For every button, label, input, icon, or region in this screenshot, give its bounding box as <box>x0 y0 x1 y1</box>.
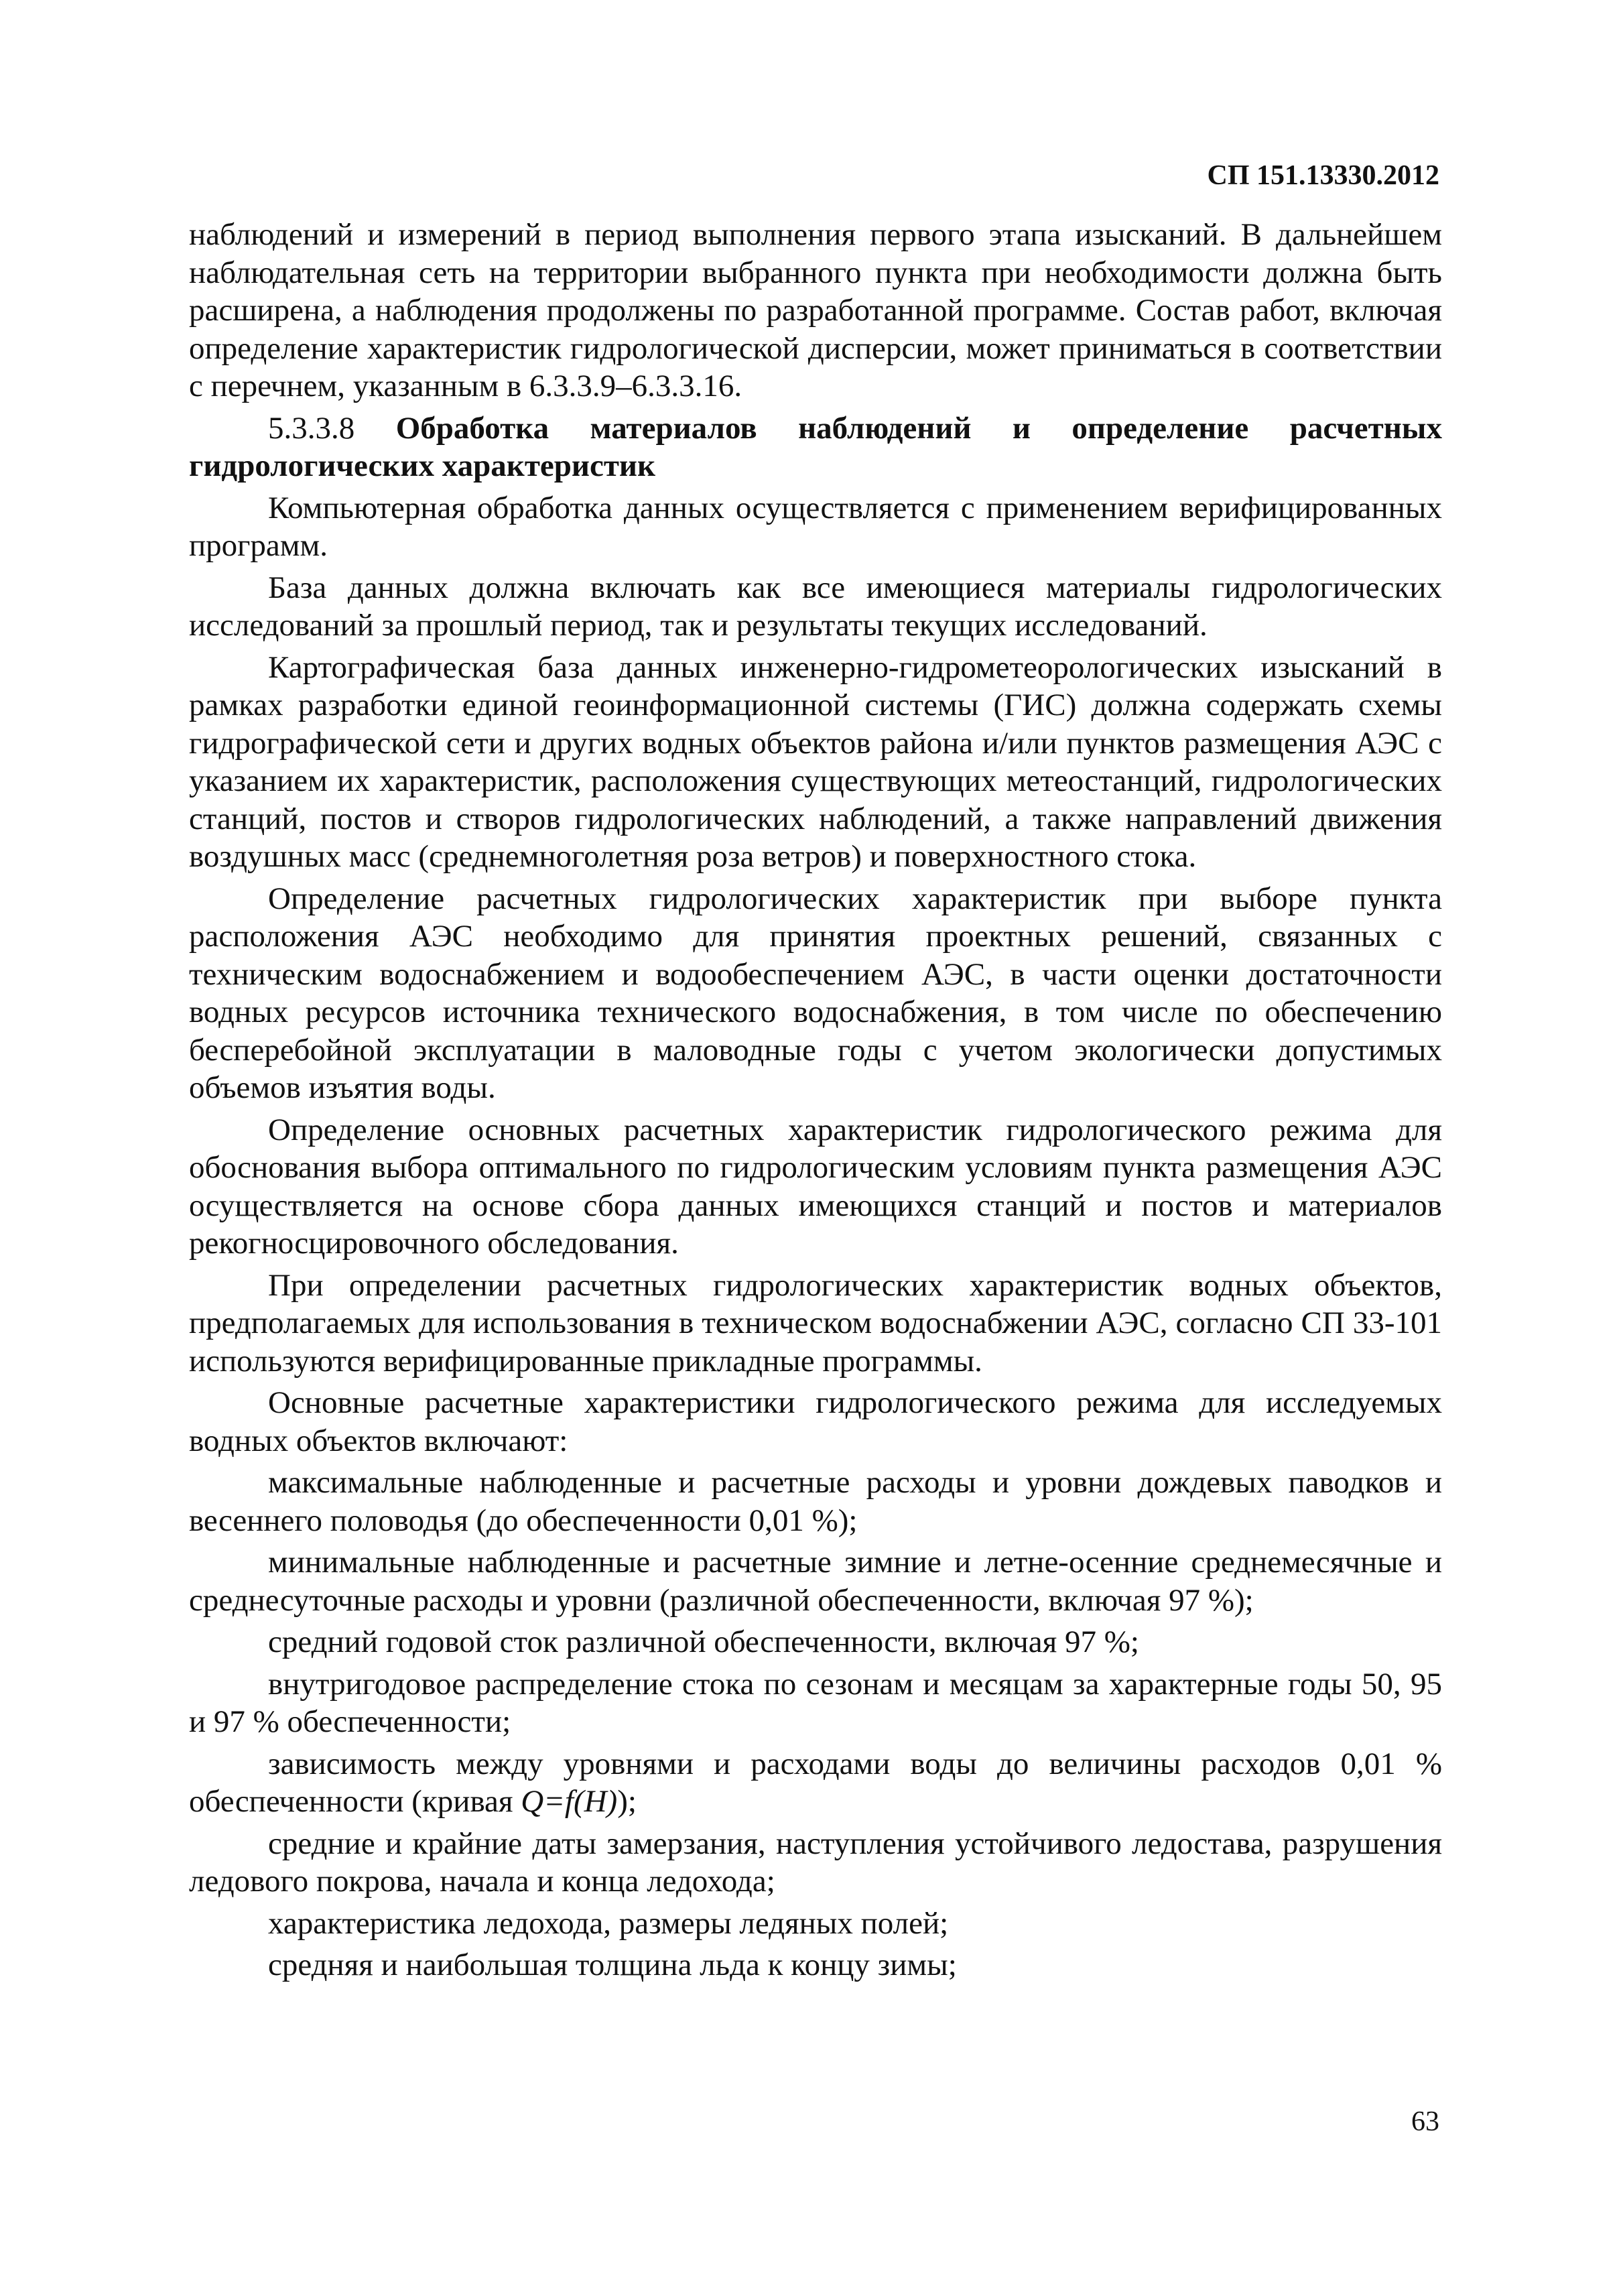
paragraph: Компьютерная обработка данных осуществляется с применением верифицированных программ. <box>189 490 1442 563</box>
list-item: характеристика ледохода, размеры ледяных полей; <box>268 1905 949 1941</box>
list-item <box>189 1745 1442 1821</box>
list-item-text: зависимость между уровнями и расходами воды до величины расходов 0,01 % обеспеченности (кривая <box>189 1746 1442 1819</box>
list-item-end: ); <box>617 1784 637 1819</box>
paragraph: База данных должна включать как все имеющиеся материалы гидрологических исследований за прошлый период, так и результаты текущих исследований. <box>189 570 1442 643</box>
section-number: 5.3.3.8 <box>268 410 396 446</box>
section-title: Обработка материалов наблюдений и определение расчетных гидрологических характеристик <box>189 410 1443 483</box>
list-item: минимальные наблюденные и расчетные зимние и летне-осенние среднемесячные и среднесуточные расходы и уровни (различной обеспеченности, включая 97 %); <box>189 1545 1442 1618</box>
list-item: средняя и наибольшая толщина льда к концу зимы; <box>268 1948 957 1982</box>
paragraph: Картографическая база данных инженерно-гидрометеорологических изысканий в рамках разработки единой геоинформационной системы (ГИС) должна содержать схемы гидрографической сети и других водных объектов района и/или пунктов размещения АЭС с указанием их характеристик, расположения существующих метеостанций, гидрологических станций, постов и створов гидрологических наблюдений, а также направлений движения воздушных масс (среднемноголетняя роза ветров) и поверхностного стока. <box>189 649 1442 874</box>
document-code-header: СП 151.13330.2012 <box>1207 160 1439 191</box>
paragraph: Определение расчетных гидрологических характеристик при выборе пункта расположения АЭС необходимо для принятия проектных решений, связанных с техническим водоснабжением и водообеспечением АЭС, в части оценки достаточности водных ресурсов источника технического водоснабжения, в том числе по обеспечению бесперебойной эксплуатации в маловодные годы с учетом экологически допустимых объемов изъятия воды. <box>189 881 1442 1105</box>
section-heading <box>189 409 1442 485</box>
list-item: максимальные наблюденные и расчетные расходы и уровни дождевых паводков и весеннего половодья (до обеспеченности 0,01 %); <box>189 1465 1442 1538</box>
document-body <box>189 216 1442 1984</box>
paragraph: Основные расчетные характеристики гидрологического режима для исследуемых водных объектов включают: <box>189 1385 1442 1458</box>
paragraph-continuation: наблюдений и измерений в период выполнения первого этапа изысканий. В дальнейшем наблюдательная сеть на территории выбранного пункта при необходимости должна быть расширена, а наблюдения продолжены по разработанной программе. Состав работ, включая определение характеристик гидрологической дисперсии, может приниматься в соответствии с перечнем, указанным в 6.3.3.9–6.3.3.16. <box>189 217 1442 403</box>
formula: Q=f(H) <box>521 1784 618 1819</box>
list-item: средние и крайние даты замерзания, наступления устойчивого ледостава, разрушения ледового покрова, начала и конца ледохода; <box>189 1826 1442 1899</box>
paragraph: Определение основных расчетных характеристик гидрологического режима для обоснования выбора оптимального по гидрологическим условиям пункта размещения АЭС осуществляется на основе сбора данных имеющихся станций и постов и материалов рекогносцировочного обследования. <box>189 1112 1442 1261</box>
paragraph: При определении расчетных гидрологических характеристик водных объектов, предполагаемых для использования в техническом водоснабжении АЭС, согласно СП 33-101 используются верифицированные прикладные программы. <box>189 1267 1442 1379</box>
list-item: внутригодовое распределение стока по сезонам и месяцам за характерные годы 50, 95 и 97 % обеспеченности; <box>189 1666 1442 1739</box>
page-number: 63 <box>1411 2106 1439 2137</box>
list-item: средний годовой сток различной обеспеченности, включая 97 %; <box>268 1624 1139 1659</box>
